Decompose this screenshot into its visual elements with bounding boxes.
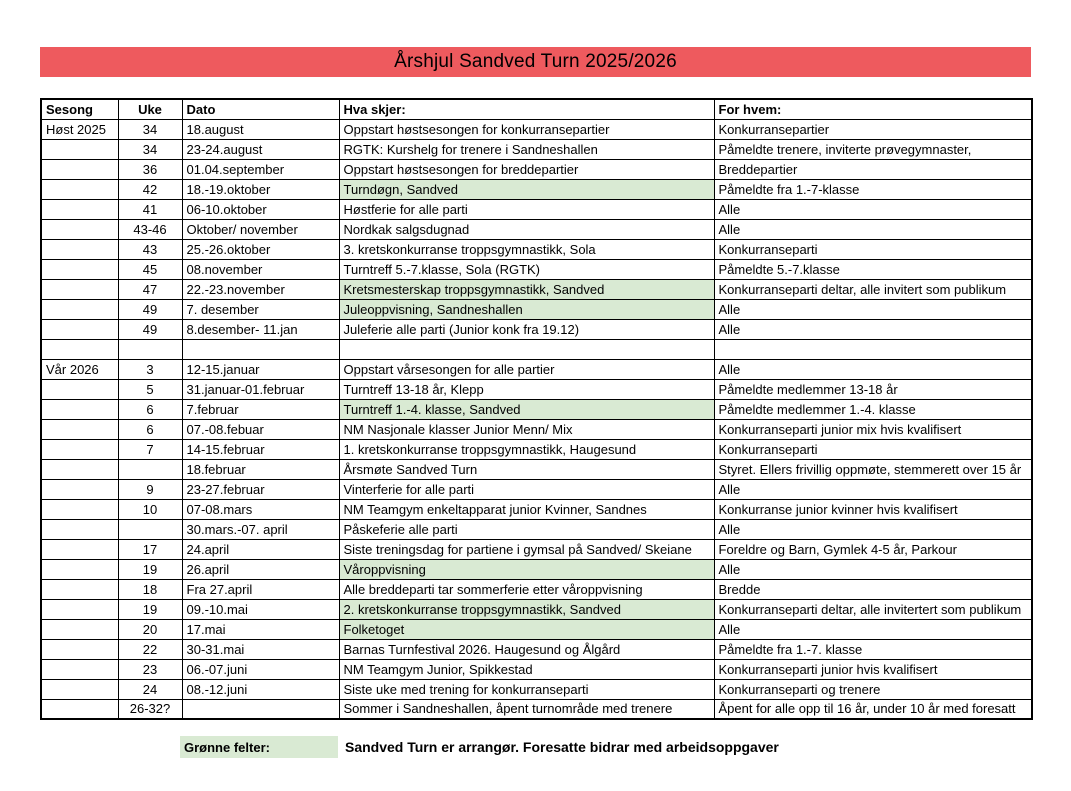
table-row: [41, 499, 1032, 519]
cell-hva: 1. kretskonkurranse troppsgymnastikk, Haugesund: [339, 439, 714, 459]
cell-dato: 17.mai: [182, 619, 339, 639]
cell-dato: 18.februar: [182, 459, 339, 479]
cell-hvem: Påmeldte trenere, inviterte prøvegymnaster,: [714, 139, 1032, 159]
cell-hvem: Alle: [714, 299, 1032, 319]
legend: [180, 736, 779, 758]
cell-uke: 20: [118, 619, 182, 639]
cell-hvem: Åpent for alle opp til 16 år, under 10 år med foresatt: [714, 699, 1032, 719]
cell-uke: 23: [118, 659, 182, 679]
cell-hva: Oppstart høstsesongen for breddepartier: [339, 159, 714, 179]
cell-hva: Turntreff 5.-7.klasse, Sola (RGTK): [339, 259, 714, 279]
cell-uke: 43-46: [118, 219, 182, 239]
table-row: [41, 119, 1032, 139]
table-row: [41, 539, 1032, 559]
cell-sesong: [41, 379, 118, 399]
cell-uke: 45: [118, 259, 182, 279]
cell-hva: NM Teamgym Junior, Spikkestad: [339, 659, 714, 679]
table-row: [41, 319, 1032, 339]
cell-sesong: [41, 139, 118, 159]
cell-dato: 08.-12.juni: [182, 679, 339, 699]
column-header-hva-skjer: Hva skjer:: [339, 99, 714, 119]
cell-hva: 3. kretskonkurranse troppsgymnastikk, Sola: [339, 239, 714, 259]
table-row: [41, 699, 1032, 719]
table-row: [41, 599, 1032, 619]
cell-sesong: [41, 339, 118, 359]
page-title: Årshjul Sandved Turn 2025/2026: [394, 51, 677, 72]
cell-uke: 18: [118, 579, 182, 599]
cell-uke: 36: [118, 159, 182, 179]
cell-dato: 7. desember: [182, 299, 339, 319]
cell-sesong: [41, 539, 118, 559]
cell-dato: 06-10.oktober: [182, 199, 339, 219]
table-row: [41, 259, 1032, 279]
cell-hvem: Påmeldte 5.-7.klasse: [714, 259, 1032, 279]
table-row: [41, 379, 1032, 399]
cell-sesong: [41, 659, 118, 679]
cell-sesong: [41, 419, 118, 439]
cell-uke: 6: [118, 399, 182, 419]
cell-hvem: Konkurransepartier: [714, 119, 1032, 139]
cell-sesong: [41, 219, 118, 239]
cell-sesong: [41, 199, 118, 219]
cell-dato: 08.november: [182, 259, 339, 279]
cell-hvem: Alle: [714, 199, 1032, 219]
column-header-sesong: Sesong: [41, 99, 118, 119]
cell-hvem: Konkurranse junior kvinner hvis kvalifisert: [714, 499, 1032, 519]
cell-dato: 18.august: [182, 119, 339, 139]
cell-uke: 41: [118, 199, 182, 219]
cell-hvem: Alle: [714, 319, 1032, 339]
table-row: [41, 519, 1032, 539]
cell-hvem: Alle: [714, 359, 1032, 379]
cell-sesong: [41, 639, 118, 659]
cell-uke: [118, 519, 182, 539]
cell-sesong: [41, 279, 118, 299]
annual-calendar-table: [40, 98, 1033, 720]
table-row: [41, 619, 1032, 639]
table-row: [41, 199, 1032, 219]
cell-hva: 2. kretskonkurranse troppsgymnastikk, Sandved: [339, 599, 714, 619]
cell-sesong: [41, 159, 118, 179]
cell-hva: Årsmøte Sandved Turn: [339, 459, 714, 479]
cell-sesong: [41, 559, 118, 579]
table-row: [41, 579, 1032, 599]
cell-dato: [182, 339, 339, 359]
cell-uke: 19: [118, 559, 182, 579]
cell-dato: 25.-26.oktober: [182, 239, 339, 259]
cell-dato: 06.-07.juni: [182, 659, 339, 679]
cell-uke: 6: [118, 419, 182, 439]
cell-dato: 12-15.januar: [182, 359, 339, 379]
cell-uke: 24: [118, 679, 182, 699]
cell-sesong: [41, 519, 118, 539]
cell-dato: 24.april: [182, 539, 339, 559]
cell-uke: 9: [118, 479, 182, 499]
cell-dato: 7.februar: [182, 399, 339, 419]
cell-hvem: Konkurranseparti junior mix hvis kvalifisert: [714, 419, 1032, 439]
cell-hvem: Foreldre og Barn, Gymlek 4-5 år, Parkour: [714, 539, 1032, 559]
cell-hva: Oppstart vårsesongen for alle partier: [339, 359, 714, 379]
cell-dato: 23-27.februar: [182, 479, 339, 499]
cell-hva: Høstferie for alle parti: [339, 199, 714, 219]
cell-hvem: Alle: [714, 559, 1032, 579]
cell-hva: Vinterferie for alle parti: [339, 479, 714, 499]
table-row: [41, 339, 1032, 359]
cell-dato: 07.-08.febuar: [182, 419, 339, 439]
table-row: [41, 179, 1032, 199]
cell-dato: 30.mars.-07. april: [182, 519, 339, 539]
cell-hva: [339, 339, 714, 359]
cell-hva: RGTK: Kurshelg for trenere i Sandneshallen: [339, 139, 714, 159]
legend-text: Sandved Turn er arrangør. Foresatte bidrar med arbeidsoppgaver: [345, 739, 779, 755]
cell-dato: 14-15.februar: [182, 439, 339, 459]
cell-hva: Alle breddeparti tar sommerferie etter våroppvisning: [339, 579, 714, 599]
cell-sesong: [41, 579, 118, 599]
cell-uke: 19: [118, 599, 182, 619]
table-row: [41, 359, 1032, 379]
cell-hvem: Konkurranseparti: [714, 439, 1032, 459]
cell-sesong: [41, 299, 118, 319]
cell-dato: 26.april: [182, 559, 339, 579]
cell-uke: 49: [118, 299, 182, 319]
table-row: [41, 659, 1032, 679]
cell-sesong: [41, 699, 118, 719]
cell-hva: Turndøgn, Sandved: [339, 179, 714, 199]
cell-hva: Våroppvisning: [339, 559, 714, 579]
cell-hvem: [714, 339, 1032, 359]
cell-uke: 43: [118, 239, 182, 259]
cell-sesong: Høst 2025: [41, 119, 118, 139]
table-row: [41, 399, 1032, 419]
cell-sesong: [41, 499, 118, 519]
cell-hvem: Konkurranseparti deltar, alle invitertert som publikum: [714, 599, 1032, 619]
cell-hvem: Konkurranseparti og trenere: [714, 679, 1032, 699]
legend-green-swatch: [180, 736, 338, 758]
cell-hva: Påskeferie alle parti: [339, 519, 714, 539]
cell-sesong: [41, 239, 118, 259]
cell-uke: 7: [118, 439, 182, 459]
cell-hva: NM Teamgym enkeltapparat junior Kvinner, Sandnes: [339, 499, 714, 519]
cell-dato: 23-24.august: [182, 139, 339, 159]
cell-dato: 09.-10.mai: [182, 599, 339, 619]
cell-sesong: [41, 439, 118, 459]
table-row: [41, 439, 1032, 459]
column-header-dato: Dato: [182, 99, 339, 119]
cell-hvem: Styret. Ellers frivillig oppmøte, stemmerett over 15 år: [714, 459, 1032, 479]
cell-sesong: [41, 679, 118, 699]
cell-hva: Juleoppvisning, Sandneshallen: [339, 299, 714, 319]
cell-uke: 26-32?: [118, 699, 182, 719]
table-row: [41, 239, 1032, 259]
cell-uke: 10: [118, 499, 182, 519]
cell-hvem: Alle: [714, 479, 1032, 499]
cell-hva: NM Nasjonale klasser Junior Menn/ Mix: [339, 419, 714, 439]
cell-uke: 49: [118, 319, 182, 339]
cell-hva: Folketoget: [339, 619, 714, 639]
table-body: [41, 119, 1032, 719]
cell-hva: Siste uke med trening for konkurranseparti: [339, 679, 714, 699]
cell-uke: 34: [118, 119, 182, 139]
table-row: [41, 419, 1032, 439]
cell-hvem: Påmeldte medlemmer 13-18 år: [714, 379, 1032, 399]
cell-hvem: Konkurranseparti: [714, 239, 1032, 259]
cell-sesong: [41, 619, 118, 639]
title-banner: [40, 47, 1031, 77]
cell-dato: 8.desember- 11.jan: [182, 319, 339, 339]
table-row: [41, 139, 1032, 159]
cell-sesong: Vår 2026: [41, 359, 118, 379]
cell-hvem: Påmeldte medlemmer 1.-4. klasse: [714, 399, 1032, 419]
table-row: [41, 679, 1032, 699]
cell-hvem: Påmeldte fra 1.-7-klasse: [714, 179, 1032, 199]
cell-sesong: [41, 179, 118, 199]
cell-sesong: [41, 479, 118, 499]
cell-dato: 07-08.mars: [182, 499, 339, 519]
cell-uke: [118, 459, 182, 479]
cell-uke: 3: [118, 359, 182, 379]
cell-hvem: Konkurranseparti deltar, alle invitert som publikum: [714, 279, 1032, 299]
cell-hvem: Bredde: [714, 579, 1032, 599]
cell-hva: Sommer i Sandneshallen, åpent turnområde med trenere: [339, 699, 714, 719]
cell-dato: [182, 699, 339, 719]
cell-dato: 01.04.september: [182, 159, 339, 179]
legend-label: Grønne felter:: [184, 739, 270, 755]
cell-sesong: [41, 319, 118, 339]
cell-sesong: [41, 259, 118, 279]
cell-sesong: [41, 599, 118, 619]
cell-hva: Siste treningsdag for partiene i gymsal på Sandved/ Skeiane: [339, 539, 714, 559]
cell-dato: 22.-23.november: [182, 279, 339, 299]
cell-uke: 17: [118, 539, 182, 559]
cell-hva: Turntreff 13-18 år, Klepp: [339, 379, 714, 399]
cell-dato: 30-31.mai: [182, 639, 339, 659]
cell-uke: 34: [118, 139, 182, 159]
cell-sesong: [41, 459, 118, 479]
table-header-row: [41, 99, 1032, 119]
cell-uke: 5: [118, 379, 182, 399]
cell-hva: Turntreff 1.-4. klasse, Sandved: [339, 399, 714, 419]
cell-hva: Nordkak salgsdugnad: [339, 219, 714, 239]
table-row: [41, 639, 1032, 659]
cell-hva: Oppstart høstsesongen for konkurransepartier: [339, 119, 714, 139]
cell-hva: Juleferie alle parti (Junior konk fra 19.12): [339, 319, 714, 339]
table-row: [41, 559, 1032, 579]
cell-hvem: Breddepartier: [714, 159, 1032, 179]
cell-hvem: Alle: [714, 519, 1032, 539]
cell-hva: Kretsmesterskap troppsgymnastikk, Sandved: [339, 279, 714, 299]
cell-hva: Barnas Turnfestival 2026. Haugesund og Ålgård: [339, 639, 714, 659]
table-row: [41, 279, 1032, 299]
cell-dato: Oktober/ november: [182, 219, 339, 239]
cell-hvem: Alle: [714, 619, 1032, 639]
table-row: [41, 479, 1032, 499]
cell-hvem: Alle: [714, 219, 1032, 239]
cell-dato: Fra 27.april: [182, 579, 339, 599]
table-row: [41, 459, 1032, 479]
cell-dato: 18.-19.oktober: [182, 179, 339, 199]
cell-uke: [118, 339, 182, 359]
column-header-uke: Uke: [118, 99, 182, 119]
cell-dato: 31.januar-01.februar: [182, 379, 339, 399]
cell-uke: 42: [118, 179, 182, 199]
table-row: [41, 299, 1032, 319]
cell-hvem: Påmeldte fra 1.-7. klasse: [714, 639, 1032, 659]
table-row: [41, 219, 1032, 239]
table-row: [41, 159, 1032, 179]
cell-uke: 22: [118, 639, 182, 659]
cell-hvem: Konkurranseparti junior hvis kvalifisert: [714, 659, 1032, 679]
cell-sesong: [41, 399, 118, 419]
column-header-for-hvem: For hvem:: [714, 99, 1032, 119]
cell-uke: 47: [118, 279, 182, 299]
